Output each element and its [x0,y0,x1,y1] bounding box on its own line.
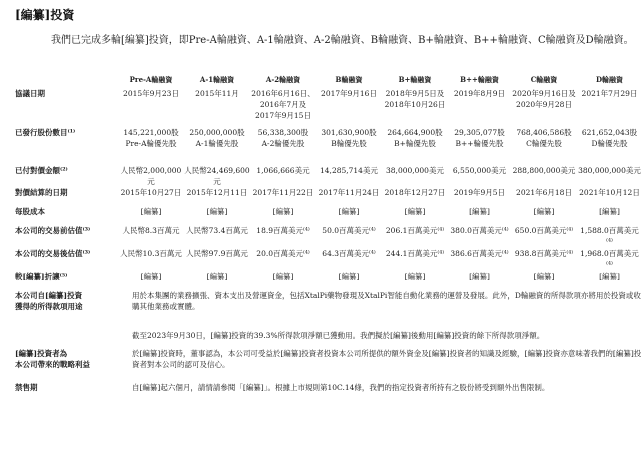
table-cell: 2017年11月24日 [318,188,380,197]
table-cell: 人民幣73.4百萬元 [186,226,248,235]
table-cell: 938.8百萬美元⁽⁴⁾ [514,249,574,258]
row-label: 每股成本 [15,207,45,216]
table-cell: 2021年7月29日 [581,89,638,98]
table-cell: 2021年6月18日 [516,188,572,197]
table-cell: [編纂] [140,272,162,281]
table-cell: 29,305,077股 B++輪優先股 [454,128,505,148]
table-cell: 38,000,000美元 [386,166,444,175]
table-cell: 1,588.0百萬美元⁽⁴⁾ [580,226,639,246]
table-cell: 2021年10月12日 [579,188,640,197]
table-row [15,225,642,248]
table-cell: [編纂] [140,207,162,216]
strategic-benefit-label: [編纂]投資者為 本公司帶來的戰略利益 [15,349,90,369]
table-cell: [編纂] [469,272,490,281]
table-cell: 2020年9月16日及 2020年9月28日 [512,89,576,109]
table-cell: 18.9百萬美元⁽⁴⁾ [256,226,310,235]
table-cell: 250,000,000股 A-1輪優先股 [189,128,245,148]
table-cell: 50.0百萬美元⁽⁴⁾ [322,226,376,235]
col-b-plus-plus: B++輪融資 [460,75,499,84]
table-cell: [編纂] [599,207,620,216]
row-label: 本公司的交易前估值⁽³⁾ [15,226,91,235]
table-row [15,206,642,225]
table-cell: 2019年9月5日 [453,188,506,197]
table-cell: 288,800,000美元 [512,166,576,175]
row-label: 本公司的交易後估值⁽³⁾ [15,249,91,258]
proceeds-label: 本公司自[編纂]投資 獲得的所得款項用途 [15,291,83,311]
table-cell: [編纂] [272,272,294,281]
row-label: 較[編纂]折讓⁽⁵⁾ [15,272,68,281]
table-cell: 386.6百萬美元⁽⁴⁾ [450,249,509,258]
table-cell: 20.0百萬美元⁽⁴⁾ [256,249,310,258]
proceeds-text: 用於本集團的業務擴張、資本支出及營運資金，包括XtalPi藥物發現及XtalPi智能自動化業務的運營及發展。此外，D輪融資的所得款項亦將用於投資或收購其他業務或實體。 [132,291,641,311]
strategic-benefit-text: 於[編纂]投資時，董事認為，本公司可受益於[編纂]投資者投資本公司所提供的額外資金及[編纂]投資者的知識及經驗，[編纂]投資亦意味著我們的[編纂]投資者對本公司的認可及信心。 [132,349,642,369]
table-cell: 2015年10月27日 [120,188,182,197]
table-cell: 145,221,000股 Pre-A輪優先股 [123,128,179,148]
table-cell: 64.3百萬美元⁽⁴⁾ [322,249,376,258]
section-title: [編纂]投資 [15,8,75,22]
table-cell: 人民幣24,469,600元 [184,166,250,186]
lockup-text: 自[編纂]起六個月，請情請參閱「[編纂]」。根據上市規則第10C.14條，我們的指定投資者所持有之股份將受到額外出售限制。 [132,383,550,392]
table-cell: [編纂] [469,207,490,216]
table-cell: 2018年12月27日 [384,188,446,197]
col-d: D輪融資 [595,75,624,84]
table-cell: [編纂] [206,207,228,216]
table-cell: 2019年8月9日 [453,89,506,98]
investment-table [15,74,642,400]
col-pre-a: Pre-A輪融資 [129,75,173,84]
table-cell: 2018年9月5日及 2018年10月26日 [384,89,446,109]
table-row [15,248,642,271]
table-cell: 1,066,666美元 [256,166,310,175]
table-cell: 2015年9月23日 [123,89,179,98]
table-cell: 2015年12月11日 [186,188,248,197]
table-row [15,271,642,290]
table-cell: 380.0百萬美元⁽⁴⁾ [450,226,509,235]
table-cell: 621,652,043股 D輪優先股 [581,128,638,148]
table-cell: [編纂] [206,272,228,281]
table-cell: [編纂] [404,207,426,216]
table-cell: [編纂] [272,207,294,216]
table-cell: 2017年11月22日 [252,188,314,197]
table-row [15,187,642,206]
table-cell: 人民幣10.3百萬元 [120,249,182,258]
table-cell: 2015年11月 [195,89,239,98]
table-cell: 人民幣8.3百萬元 [122,226,180,235]
col-b: B輪融資 [335,75,363,84]
table-cell: 380,000,000美元 [578,166,641,175]
table-cell: 206.1百萬美元⁽⁴⁾ [385,226,445,235]
table-cell: [編纂] [338,207,360,216]
col-b-plus: B+輪融資 [398,75,432,84]
strategic-benefit-row [15,348,642,382]
table-cell: [編纂] [533,272,555,281]
table-cell: 14,285,714美元 [320,166,378,175]
table-cell: [編纂] [338,272,360,281]
table-cell: 650.0百萬美元⁽⁴⁾ [514,226,574,235]
col-a1: A-1輪融資 [199,75,235,84]
table-cell: 301,630,900股 B輪優先股 [321,128,377,148]
table-cell: 768,406,586股 C輪優先股 [516,128,572,148]
row-label: 已付對價金額⁽²⁾ [15,166,68,175]
table-cell: [編纂] [533,207,555,216]
row-label: 協議日期 [15,89,45,98]
table-cell: 1,968.0百萬美元⁽⁴⁾ [580,249,639,269]
table-cell: 人民幣2,000,000元 [120,166,182,186]
table-row [15,165,642,187]
row-label: 對價結算的日期 [15,188,68,197]
col-c: C輪融資 [530,75,558,84]
header-row [15,74,642,88]
row-label: 已發行股份數目⁽¹⁾ [15,128,76,137]
table-cell: 2017年9月16日 [321,89,377,98]
lockup-row [15,382,642,400]
table-cell: 244.1百萬美元⁽⁴⁾ [385,249,445,258]
table-cell: 6,550,000美元 [452,166,507,175]
table-cell: 人民幣97.9百萬元 [186,249,248,258]
proceeds-row [15,290,642,348]
table-row [15,127,642,165]
col-a2: A-2輪融資 [265,75,301,84]
intro-paragraph: 我們已完成多輪[編纂]投資，即Pre-A輪融資、A-1輪融資、A-2輪融資、B輪融資、B+輪融資、B++輪融資、C輪融資及D輪融資。 [51,35,634,46]
table-cell: [編纂] [599,272,620,281]
proceeds-text: 截至2023年9月30日，[編纂]投資的39.3%所得款項淨額已獲動用。我們擬於[編纂]後動用[編纂]投資的餘下所得款項淨額。 [132,331,545,340]
table-cell: 2016年6月16日、 2016年7月及 2017年9月15日 [251,89,315,120]
table-cell: 56,338,300股 A-2輪優先股 [257,128,309,148]
lockup-label: 禁售期 [15,383,38,392]
table-cell: [編纂] [404,272,426,281]
table-cell: 264,664,900股 B+輪優先股 [387,128,443,148]
table-row [15,88,642,127]
